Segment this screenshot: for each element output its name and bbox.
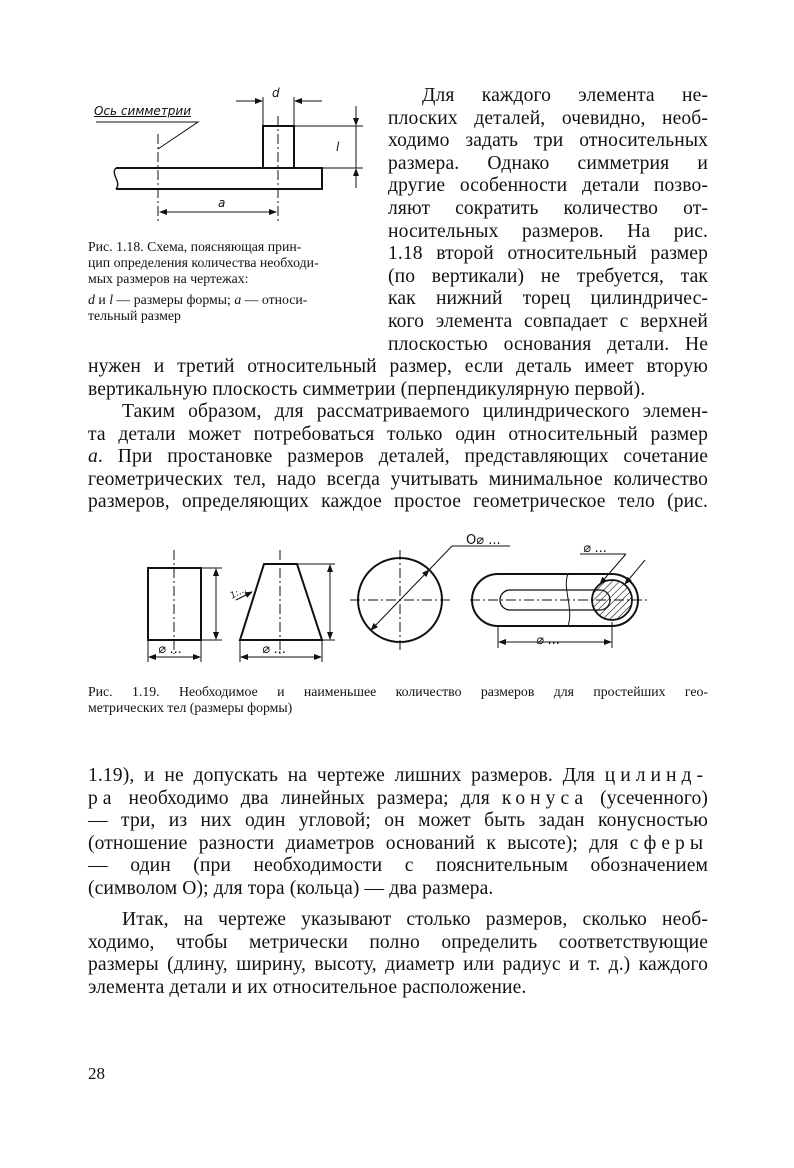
cone-dim-label: ⌀ ... xyxy=(262,642,287,657)
cylinder-dim-label: ⌀ ... xyxy=(158,642,183,657)
sphere-dim-label: O⌀ ... xyxy=(466,533,501,548)
figure-1-19-caption: Рис. 1.19. Необходимое и наименьшее количество размеров для простейших гео- метрических тел (размеры формы) xyxy=(88,684,708,716)
figure-1-19 xyxy=(140,530,660,670)
axis-label: Ось симметрии xyxy=(94,104,192,118)
paragraph-1: Для каждого элемента не- плоских деталей, очевидно, необ- ходимо задать три относительных размера. Однако симметрия и другие особенности детали позво- ляют сократить количество от- носительных размеров. На рис. 1.18 второй относительный размер (по вертикали) не требуется, так как нижний торец цилиндричес- кого элемента совпадает с верхней плоскостью основания детали. Не xyxy=(388,85,708,355)
paragraph-4: Итак, на чертеже указывают столько размеров, сколько необ- ходимо, чтобы метрически полно определить соответствующие размеры (длину, ширину, высоту, диаметр или радиус и т. д.) каждого элемента детали и их относительное расположение. xyxy=(88,909,708,998)
paragraph-3: 1.19), и не допускать на чертеже лишних размеров. Для цилинд- ра необходимо два линейных размера; для конуса (усеченного) — три, из них один угловой; он может быть задан конусностью (отношение разности диаметров оснований к высоте); для сферы — один (при необходимости с пояснительным обозначением (символом О); для тора (кольца) — два размера. xyxy=(88,765,708,899)
dim-a-label: a xyxy=(218,196,226,210)
paragraph-2: Таким образом, для рассматриваемого цилиндрического элемен- та детали может потребоваться только один относительный размер a. При простановке размеров деталей, представляющих сочетание геометрических тел, надо всегда учитывать минимальное количество размеров, определяющих каждое простое геометрическое тело (рис. xyxy=(88,401,708,513)
torus-top-dim-label: ⌀ ... xyxy=(583,541,608,556)
figure-1-18-caption: Рис. 1.18. Схема, поясняющая прин- цип определения количества необходи- мых размеров на чертежах: d и l — размеры формы; a — относи- тельный размер xyxy=(88,239,319,323)
paragraph-1-continued: нужен и третий относительный размер, если деталь имеет вторую вертикальную плоскость симметрии (перпендикулярную первой). xyxy=(88,356,708,400)
dim-d-label: d xyxy=(272,86,280,100)
torus-bottom-dim-label: ⌀ ... xyxy=(536,633,561,648)
dim-l-label: l xyxy=(336,140,340,154)
cone-angle-label: 1:... xyxy=(228,584,249,602)
page-number: 28 xyxy=(88,1064,105,1083)
sphere-shape xyxy=(350,546,510,650)
